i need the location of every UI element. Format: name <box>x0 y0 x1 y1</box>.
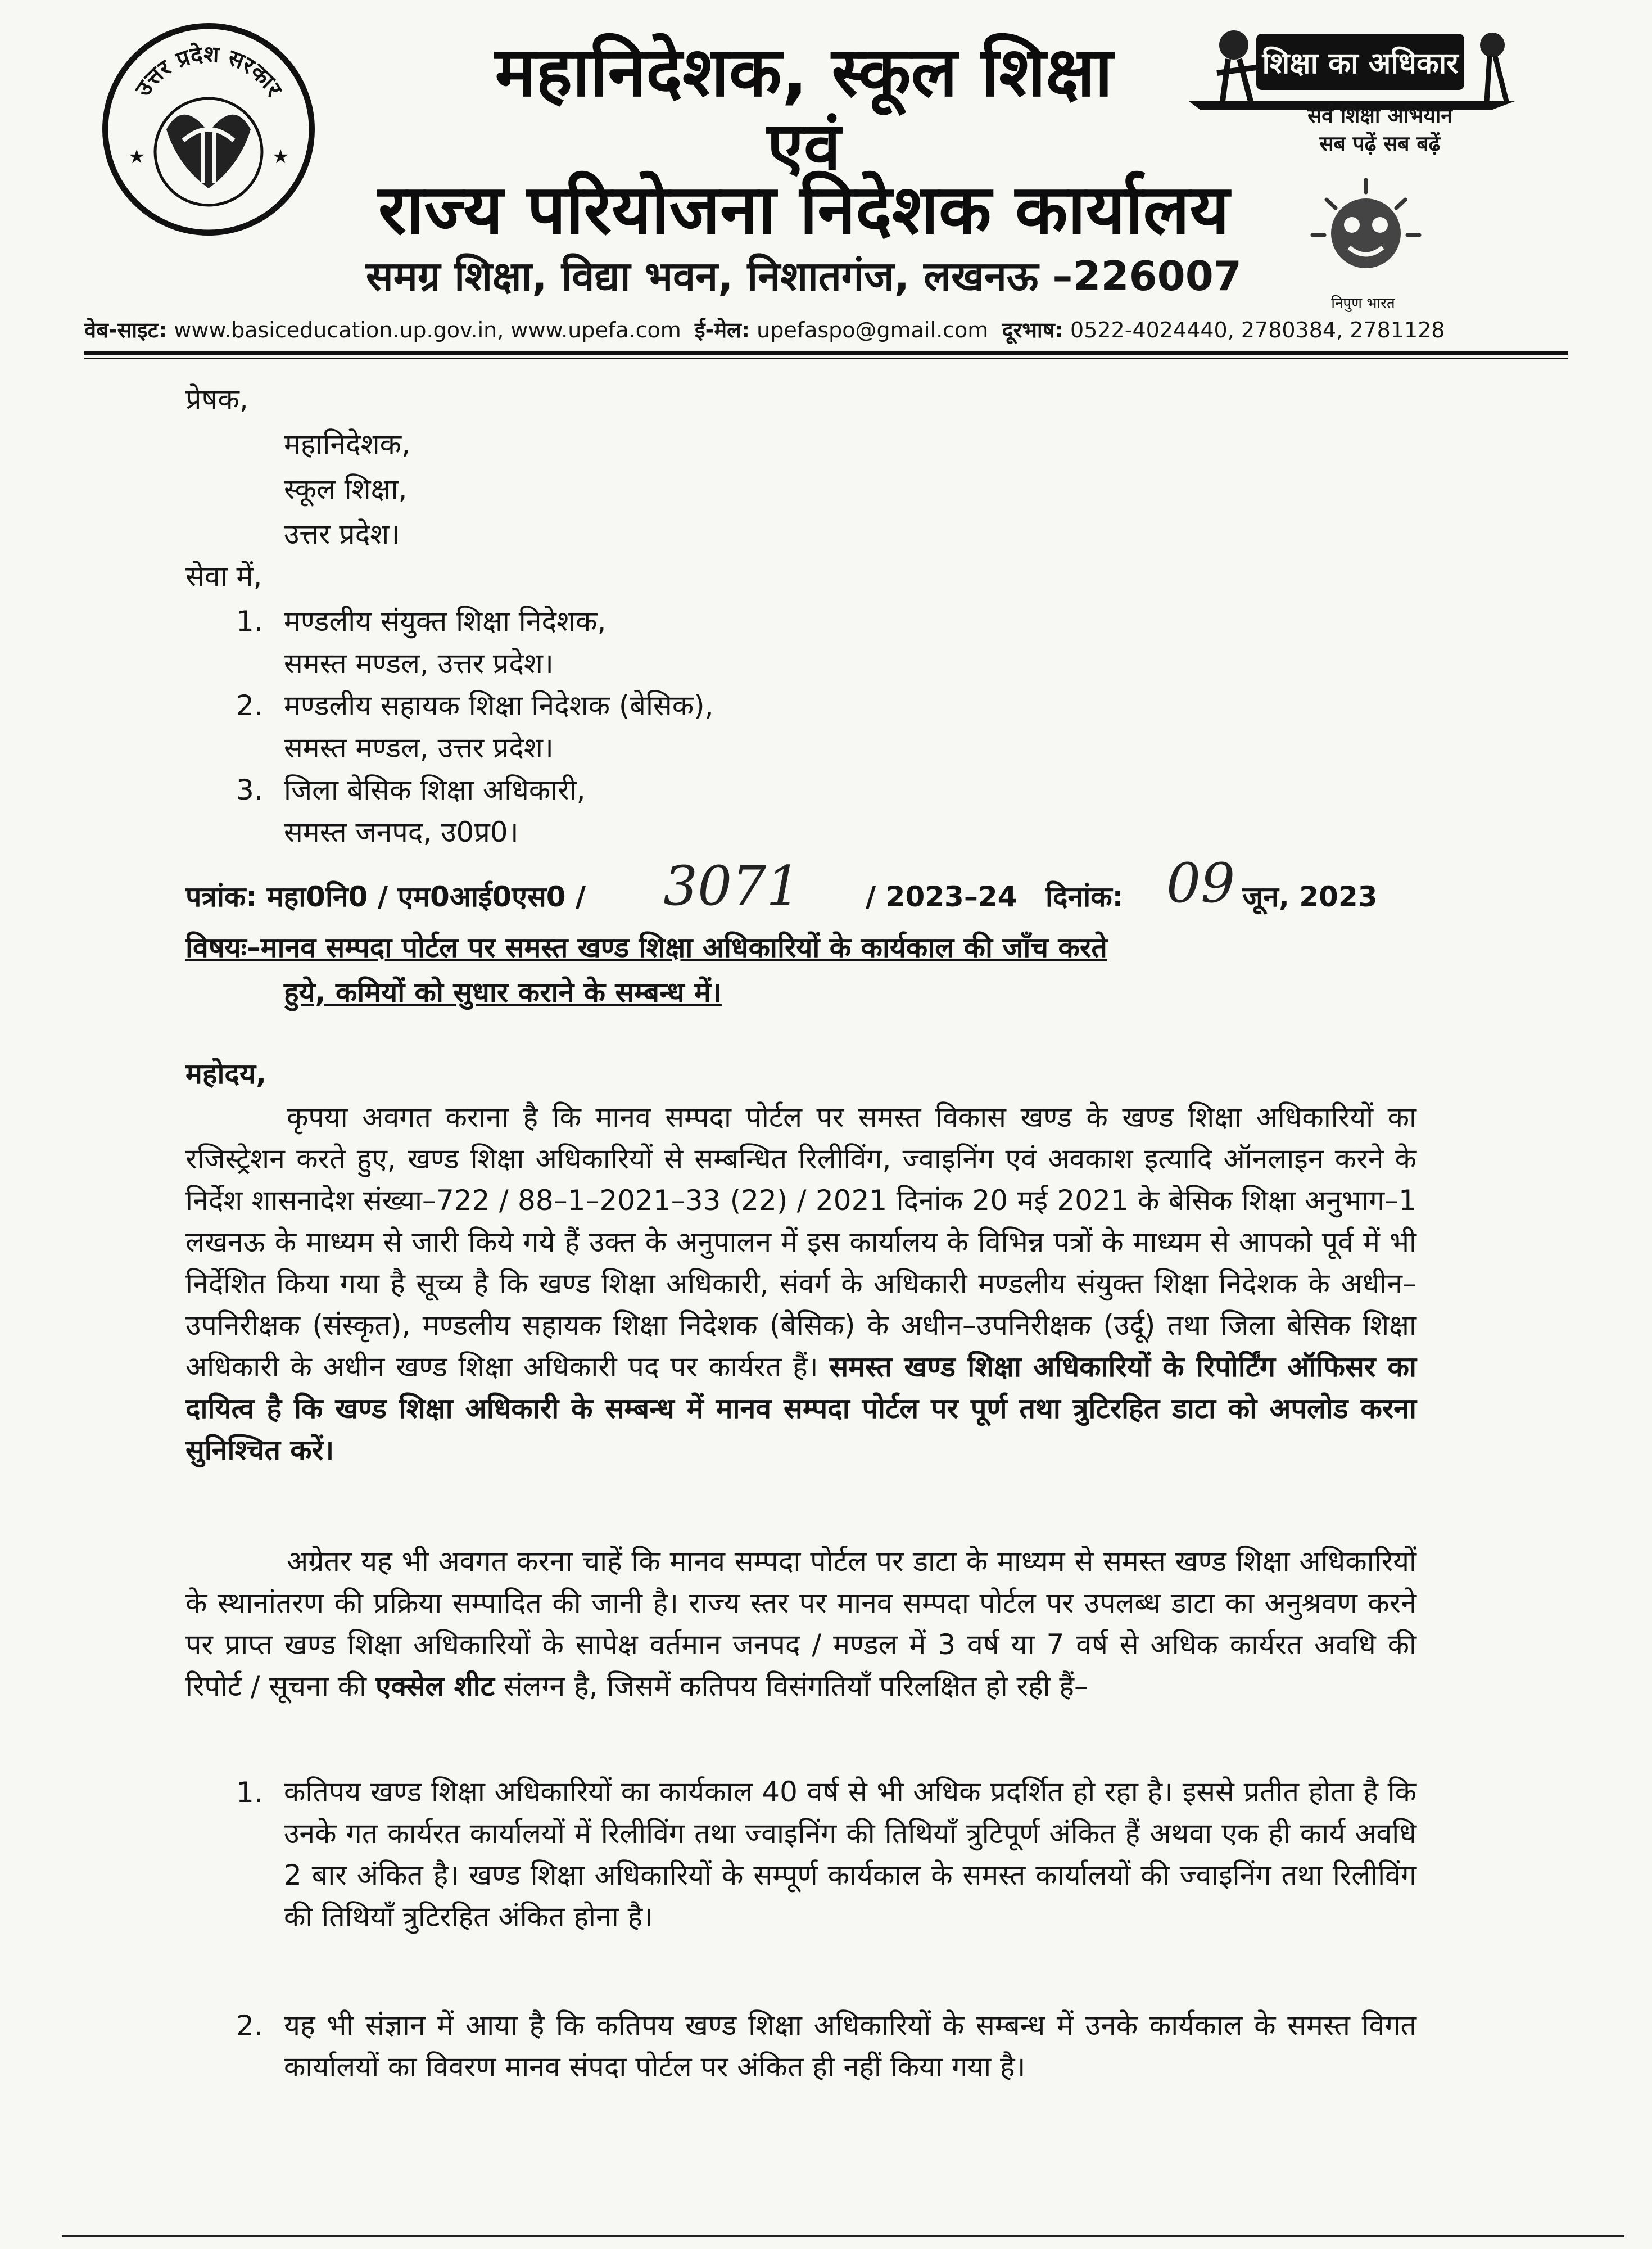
recipient-line: मण्डलीय सहायक शिक्षा निदेशक (बेसिक), <box>284 689 714 722</box>
website: www.basiceducation.up.gov.in, www.upefa.com <box>174 318 681 342</box>
letterhead-address: समग्र शिक्षा, विद्या भवन, निशातगंज, लखनऊ –226007 <box>366 252 1242 300</box>
recipient-line: समस्त मण्डल, उत्तर प्रदेश। <box>284 647 554 680</box>
letterhead-title-line1: महानिदेशक, स्कूल शिक्षा <box>495 32 1113 112</box>
paragraph-1-bold: समस्त खण्ड शिक्षा अधिकारियों के रिपोर्टिंग ऑफिसर का दायित्व है कि खण्ड शिक्षा अधिकारी के सम्बन्ध में मानव सम्पदा पोर्टल पर पूर्ण तथा त्रुटिरहित डाटा को अपलोड करना सुनिश्चित करें। <box>185 1351 1416 1466</box>
sender-label: प्रेषक, <box>185 383 248 416</box>
phone-label: दूरभाष: <box>1002 318 1063 342</box>
recipient-line: मण्डलीय संयुक्त शिक्षा निदेशक, <box>284 605 607 638</box>
point-text: कतिपय खण्ड शिक्षा अधिकारियों का कार्यकाल 40 वर्ष से भी अधिक प्रदर्शित हो रहा है। इससे प्रतीत होता है कि उनके गत कार्यरत कार्यालयों में रिलीविंग तथा ज्वाइनिंग की तिथियाँ त्रुटिपूर्ण अंकित हैं अथवा एक ही कार्य अवधि 2 बार अंकित है। खण्ड शिक्षा अधिकारियों के सम्पूर्ण कार्यकाल के समस्त कार्यालयों की ज्वाइनिंग तथा रिलीविंग की तिथियाँ त्रुटिरहित अंकित होना है। <box>284 1776 1416 1933</box>
email-label: ई-मेल: <box>694 318 750 342</box>
svg-text:★: ★ <box>272 146 289 168</box>
phone: 0522-4024440, 2780384, 2781128 <box>1070 318 1445 342</box>
recipient-line: जिला बेसिक शिक्षा अधिकारी, <box>284 774 586 806</box>
up-government-seal-logo <box>99 20 318 239</box>
ssa-title: सर्व शिक्षा अभियान <box>1307 103 1452 128</box>
recipient-line: समस्त जनपद, उ0प्र0। <box>284 816 519 848</box>
letterhead-title-line3: राज्य परियोजना निदेशक कार्यालय <box>378 170 1230 250</box>
date-label: दिनांक: <box>1045 880 1124 913</box>
right-to-education-logo <box>1178 17 1520 112</box>
email: upefaspo@gmail.com <box>757 318 989 342</box>
letterhead-divider-thin <box>84 358 1568 359</box>
paragraph-2 <box>185 1541 1416 1707</box>
nipun-bharat-label: निपुण भारत <box>1331 295 1395 312</box>
point-text: यह भी संज्ञान में आया है कि कतिपय खण्ड शिक्षा अधिकारियों के सम्बन्ध में उनके कार्यकाल के समस्त विगत कार्यालयों का विवरण मानव संपदा पोर्टल पर अंकित ही नहीं किया गया है। <box>284 2009 1416 2083</box>
paragraph-1-text: कृपया अवगत कराना है कि मानव सम्पदा पोर्टल पर समस्त विकास खण्ड के खण्ड शिक्षा अधिकारियों का रजिस्ट्रेशन करते हुए, खण्ड शिक्षा अधिकारियों से सम्बन्धित रिलीविंग, ज्वाइनिंग एवं अवकाश इत्यादि ऑनलाइन करने के निर्देश शासनादेश संख्या–722 / 88–1–2021–33 (22) / 2021 दिनांक 20 मई 2021 के बेसिक शिक्षा अनुभाग–1 लखनऊ के माध्यम से जारी किये गये हैं उक्त के अनुपालन में इस कार्यालय के विभिन्न पत्रों के माध्यम से आपको पूर्व में भी निर्देशित किया गया है सूच्य है कि खण्ड शिक्षा अधिकारी, संवर्ग के अधिकारी मण्डलीय संयुक्त शिक्षा निदेशक के अधीन– उपनिरीक्षक (संस्कृत), मण्डलीय सहायक शिक्षा निदेशक (बेसिक) के अधीन–उपनिरीक्षक (उर्दू) तथा जिला बेसिक शिक्षा अधिकारी के अधीन खण्ड शिक्षा अधिकारी पद पर कार्यरत हैं। <box>185 1101 1416 1383</box>
subject-line1: विषयः–मानव सम्पदा पोर्टल पर समस्त खण्ड शिक्षा अधिकारियों के कार्यकाल की जाँच करते <box>185 931 1107 964</box>
contact-line <box>84 315 1591 344</box>
svg-text:उत्तर प्रदेश सरकार <box>130 41 288 102</box>
rte-label: शिक्षा का अधिकार <box>1262 47 1459 80</box>
letterhead-title-line2: एवं <box>767 107 841 185</box>
point-number: 1. <box>236 1776 263 1809</box>
paragraph-2-text-after: संलग्न है, जिसमें कतिपय विसंगतियाँ परिलक्षित हो रही हैं– <box>503 1670 1088 1702</box>
date-month-year: जून, 2023 <box>1242 880 1378 913</box>
reference-number-handwritten: 3071 <box>663 855 801 918</box>
seal-text: उत्तर प्रदेश सरकार <box>130 41 287 101</box>
paragraph-2-text: अग्रेतर यह भी अवगत करना चाहें कि मानव सम्पदा पोर्टल पर डाटा के माध्यम से समस्त खण्ड शिक्षा अधिकारियों के स्थानांतरण की प्रक्रिया सम्पादित की जानी है। राज्य स्तर पर मानव सम्पदा पोर्टल पर उपलब्ध डाटा का अनुश्रवण करने पर प्राप्त खण्ड शिक्षा अधिकारियों के सापेक्ष वर्तमान जनपद / मण्डल में 3 वर्ष या 7 वर्ष से अधिक कार्यरत अवधि की रिपोर्ट / सूचना की <box>185 1545 1416 1702</box>
website-label: वेब-साइट: <box>84 318 168 342</box>
recipient-number: 3. <box>236 774 263 806</box>
subject-line2: हुये, कमियों को सुधार कराने के सम्बन्ध में। <box>284 976 722 1009</box>
paragraph-1 <box>185 1096 1416 1471</box>
sender-line: महानिदेशक, <box>284 428 410 460</box>
svg-text:★: ★ <box>128 146 146 168</box>
date-day-handwritten: 09 <box>1166 852 1235 915</box>
reference-prefix: पत्रांक: महा0नि0 / एम0आई0एस0 / <box>185 880 586 913</box>
reference-year: / 2023–24 <box>866 880 1017 913</box>
salutation: महोदय, <box>185 1058 266 1090</box>
sender-line: उत्तर प्रदेश। <box>284 518 400 550</box>
recipient-number: 2. <box>236 689 263 722</box>
point-number: 2. <box>236 2009 263 2042</box>
recipient-number: 1. <box>236 605 263 638</box>
nipun-bharat-logo <box>1298 169 1433 292</box>
page-bottom-edge <box>62 2235 1624 2237</box>
recipients-label: सेवा में, <box>185 560 262 593</box>
recipient-line: समस्त मण्डल, उत्तर प्रदेश। <box>284 731 554 764</box>
excel-sheet-text: एक्सेल शीट <box>375 1670 495 1702</box>
ssa-slogan: सब पढ़ें सब बढ़ें <box>1319 132 1441 156</box>
sender-line: स्कूल शिक्षा, <box>284 473 408 505</box>
letterhead-divider <box>84 351 1568 355</box>
